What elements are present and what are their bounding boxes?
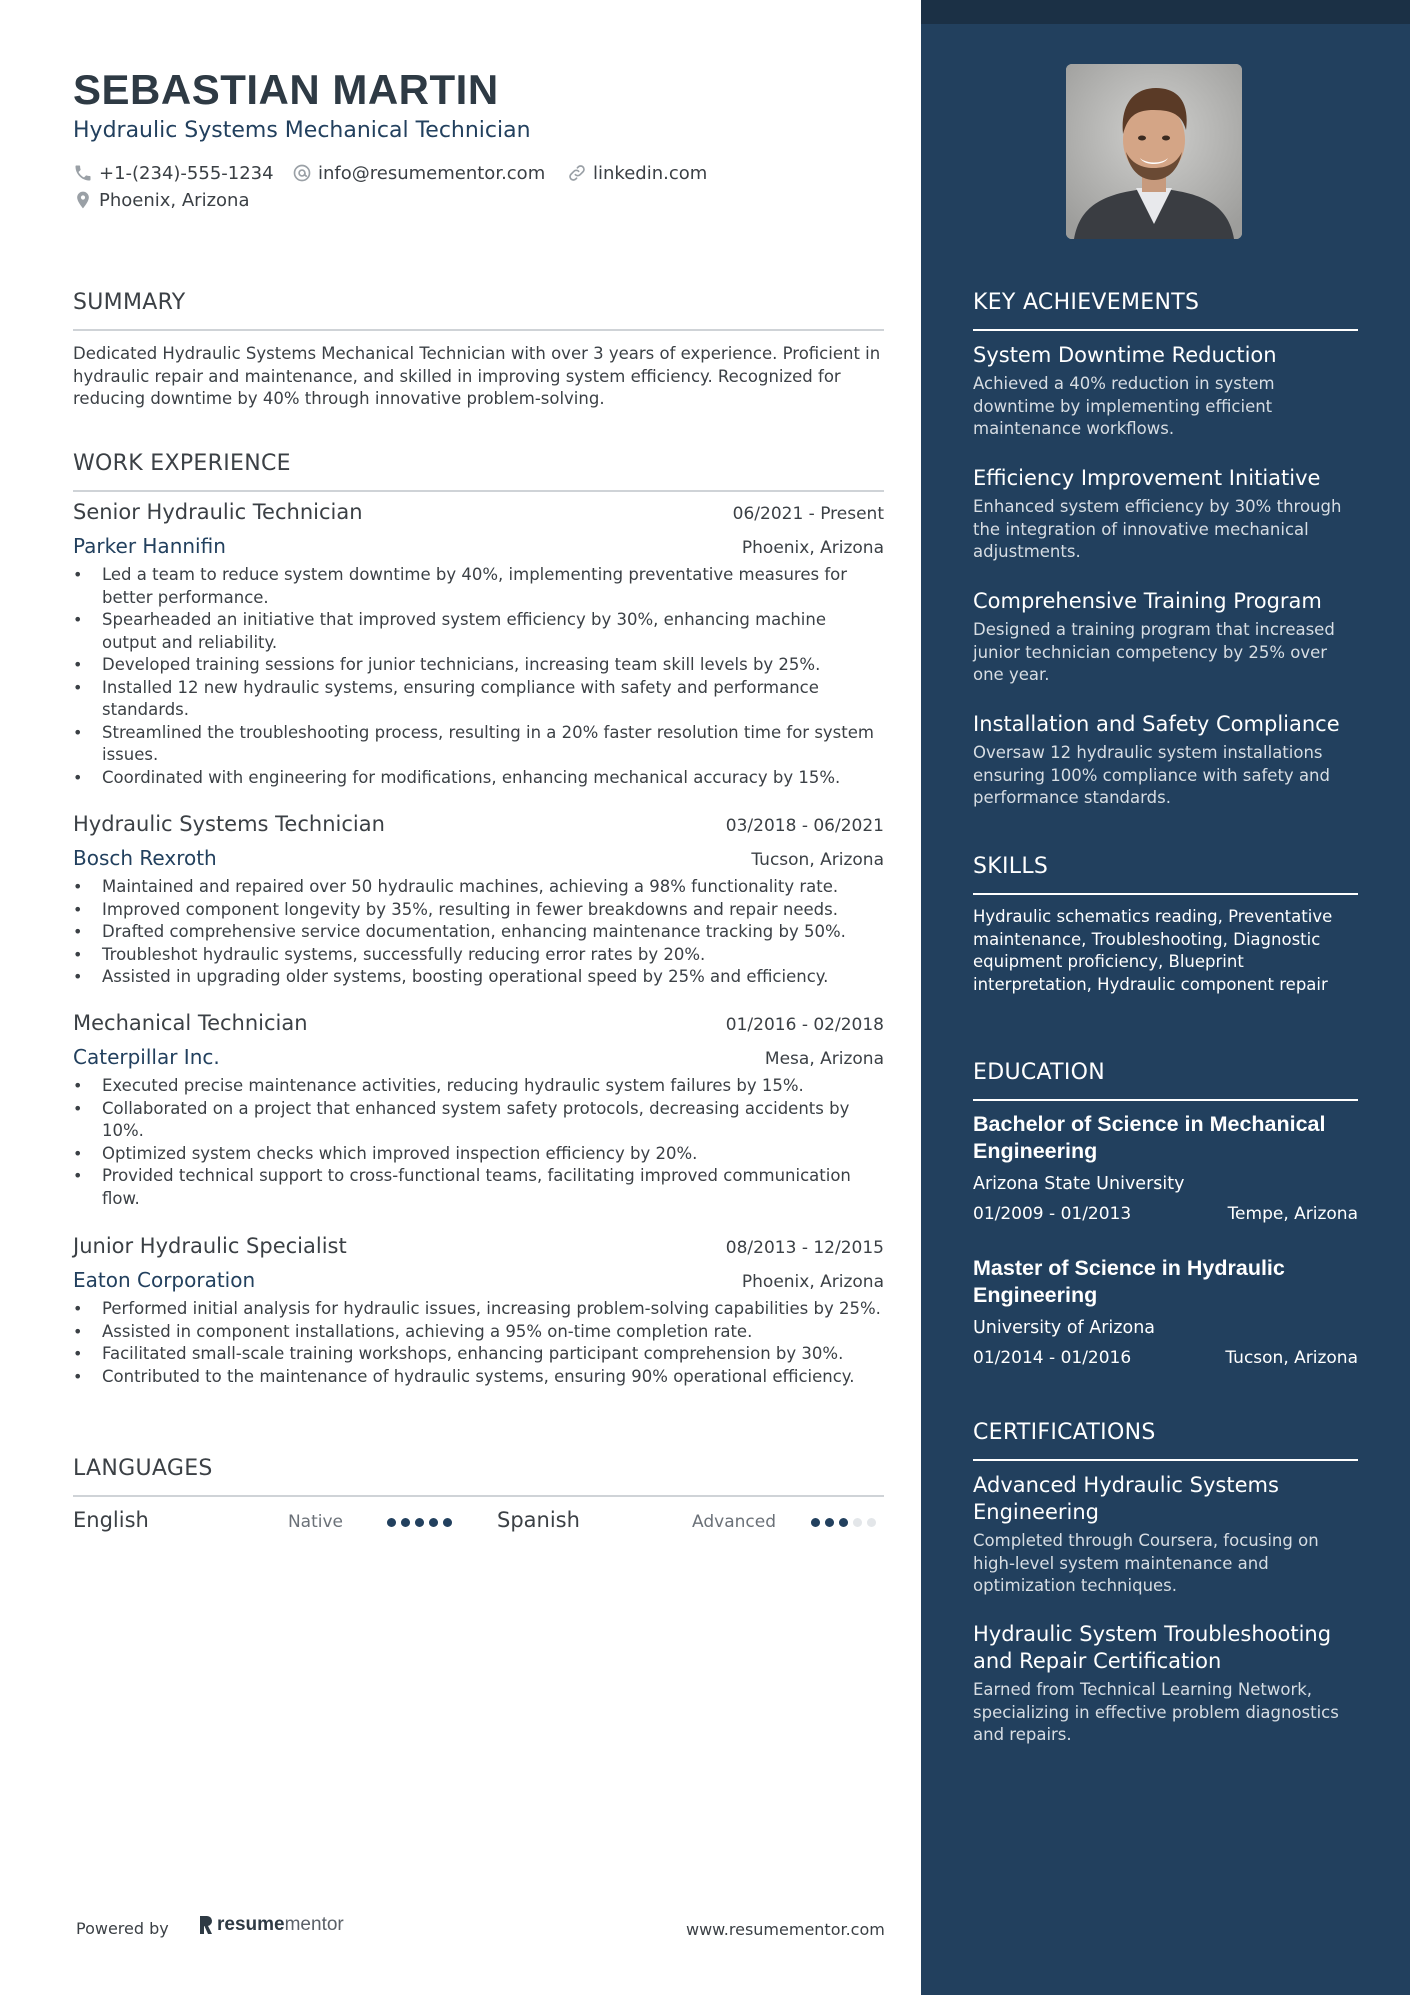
- job-dates: 01/2016 - 02/2018: [725, 1015, 884, 1035]
- job-bullet: • Assisted in upgrading older systems, boosting operational speed by 25% and efficiency.: [73, 966, 884, 989]
- job-bullet: • Contributed to the maintenance of hydraulic systems, ensuring 90% operational efficiency.: [73, 1366, 884, 1389]
- achievement-item: [973, 709, 1358, 810]
- job-bullets: [73, 1298, 884, 1388]
- job-bullet: • Assisted in component installations, achieving a 95% on-time completion rate.: [73, 1321, 884, 1344]
- rating-dot-filled: [387, 1518, 396, 1527]
- job-company: Bosch Rexroth: [73, 846, 217, 870]
- job-bullet: • Maintained and repaired over 50 hydraulic machines, achieving a 98% functionality rate.: [73, 876, 884, 899]
- language-rating: [387, 1518, 457, 1527]
- location-pin-icon: [73, 190, 93, 210]
- sidebar: [921, 0, 1410, 1995]
- job-bullets: [73, 564, 884, 789]
- summary-heading: SUMMARY: [73, 290, 186, 315]
- job-bullet: • Spearheaded an initiative that improved system efficiency by 30%, enhancing machine output and reliability.: [73, 609, 884, 654]
- achievements-divider: [973, 329, 1358, 331]
- job-location: Mesa, Arizona: [764, 1049, 884, 1069]
- achievement-desc: Enhanced system efficiency by 30% through the integration of innovative mechanical adjustments.: [973, 497, 1342, 561]
- certification-desc: Earned from Technical Learning Network, specializing in effective problem diagnostics and repairs.: [973, 1680, 1339, 1744]
- profile-photo: [1066, 64, 1242, 239]
- job-location: Phoenix, Arizona: [741, 1272, 884, 1292]
- education-school: University of Arizona: [973, 1318, 1156, 1338]
- job-bullet: • Facilitated small-scale training workshops, enhancing participant comprehension by 30%.: [73, 1343, 884, 1366]
- education-location: Tempe, Arizona: [1227, 1204, 1358, 1224]
- resumementor-logo-icon: [197, 1915, 213, 1935]
- job-bullet: • Streamlined the troubleshooting process, resulting in a 20% faster resolution time for system issues.: [73, 722, 884, 767]
- contact-email[interactable]: [292, 161, 545, 185]
- at-icon: [292, 163, 312, 183]
- linkedin-text: linkedin.com: [593, 162, 708, 184]
- job-role: Senior Hydraulic Technician: [73, 500, 363, 524]
- language-level: Native: [287, 1512, 343, 1532]
- rating-dot-empty: [867, 1518, 876, 1527]
- language-item: [497, 1508, 887, 1536]
- rating-dot-filled: [839, 1518, 848, 1527]
- job-company: Parker Hannifin: [73, 534, 226, 558]
- job-role: Mechanical Technician: [73, 1011, 308, 1035]
- phone-icon: [73, 163, 93, 183]
- rating-dot-filled: [443, 1518, 452, 1527]
- education-dates: 01/2014 - 01/2016: [973, 1348, 1132, 1368]
- rating-dot-filled: [811, 1518, 820, 1527]
- sidebar-top-bar: [921, 0, 1410, 24]
- language-name: Spanish: [497, 1508, 580, 1532]
- contact-linkedin[interactable]: [567, 161, 707, 185]
- job-bullet: • Collaborated on a project that enhanced system safety protocols, decreasing accidents by 10%.: [73, 1098, 884, 1143]
- education-school: Arizona State University: [973, 1174, 1185, 1194]
- job-bullets: [73, 1075, 884, 1210]
- rating-dot-empty: [853, 1518, 862, 1527]
- language-rating: [811, 1518, 881, 1527]
- experience-heading: WORK EXPERIENCE: [73, 451, 291, 476]
- achievement-item: [973, 340, 1358, 441]
- language-item: [73, 1508, 463, 1536]
- job-entry: [73, 1234, 884, 1388]
- experience-divider: [73, 490, 884, 492]
- job-entry: [73, 812, 884, 989]
- achievement-title: System Downtime Reduction: [973, 343, 1277, 367]
- candidate-name: SEBASTIAN MARTIN: [73, 66, 499, 113]
- education-degree: Bachelor of Science in Mechanical Engineering: [973, 1112, 1326, 1163]
- achievements-heading: KEY ACHIEVEMENTS: [973, 290, 1200, 315]
- certification-desc: Completed through Coursera, focusing on high-level system maintenance and optimization techniques.: [973, 1531, 1319, 1595]
- achievement-title: Installation and Safety Compliance: [973, 712, 1340, 736]
- skills-heading: SKILLS: [973, 854, 1049, 879]
- rating-dot-filled: [429, 1518, 438, 1527]
- skills-text: Hydraulic schematics reading, Preventative maintenance, Troubleshooting, Diagnostic equipment proficiency, Blueprint interpretation, Hydraulic component repair: [973, 907, 1333, 994]
- brand-logo[interactable]: [197, 1914, 344, 1936]
- education-divider: [973, 1099, 1358, 1101]
- job-dates: 06/2021 - Present: [732, 504, 884, 524]
- job-company: Eaton Corporation: [73, 1268, 256, 1292]
- email-text: info@resumementor.com: [318, 162, 546, 184]
- achievement-item: [973, 586, 1358, 687]
- brand-bold: resume: [217, 1914, 285, 1935]
- job-entry: [73, 1011, 884, 1210]
- job-bullet: • Optimized system checks which improved inspection efficiency by 20%.: [73, 1143, 884, 1166]
- job-bullet: • Led a team to reduce system downtime by 40%, implementing preventative measures for better performance.: [73, 564, 884, 609]
- education-heading: EDUCATION: [973, 1060, 1106, 1085]
- certifications-heading: CERTIFICATIONS: [973, 1420, 1156, 1445]
- language-level: Advanced: [692, 1512, 776, 1532]
- rating-dot-filled: [401, 1518, 410, 1527]
- certification-item: [973, 1621, 1358, 1747]
- certification-title: Hydraulic System Troubleshooting and Repair Certification: [973, 1622, 1332, 1673]
- brand-light: mentor: [284, 1914, 344, 1935]
- rating-dot-filled: [415, 1518, 424, 1527]
- education-item: [973, 1255, 1358, 1368]
- job-bullet: • Coordinated with engineering for modifications, enhancing mechanical accuracy by 15%.: [73, 767, 884, 790]
- rating-dot-filled: [825, 1518, 834, 1527]
- job-location: Phoenix, Arizona: [741, 538, 884, 558]
- job-bullet: • Provided technical support to cross-functional teams, facilitating improved communication flow.: [73, 1165, 884, 1210]
- powered-by-label: Powered by: [76, 1919, 169, 1938]
- job-dates: 08/2013 - 12/2015: [725, 1238, 884, 1258]
- job-bullet: • Executed precise maintenance activities, reducing hydraulic system failures by 15%.: [73, 1075, 884, 1098]
- summary-divider: [73, 329, 884, 331]
- contact-location: [73, 188, 249, 212]
- summary-text: Dedicated Hydraulic Systems Mechanical Technician with over 3 years of experience. Proficient in hydraulic repair and maintenance, and skilled in improving system efficiency. Recognized for reducing downtime by 40% through innovative problem-solving.: [73, 344, 881, 408]
- footer-url[interactable]: www.resumementor.com: [686, 1920, 885, 1939]
- languages-heading: LANGUAGES: [73, 1456, 213, 1481]
- job-bullets: [73, 876, 884, 989]
- education-dates: 01/2009 - 01/2013: [973, 1204, 1132, 1224]
- achievement-desc: Designed a training program that increased junior technician competency by 25% over one year.: [973, 620, 1335, 684]
- languages-divider: [73, 1495, 884, 1497]
- phone-text: +1-(234)-555-1234: [99, 162, 274, 184]
- job-role: Hydraulic Systems Technician: [73, 812, 385, 836]
- education-location: Tucson, Arizona: [1225, 1348, 1358, 1368]
- job-bullet: • Improved component longevity by 35%, resulting in fewer breakdowns and repair needs.: [73, 899, 884, 922]
- job-bullet: • Drafted comprehensive service documentation, enhancing maintenance tracking by 50%.: [73, 921, 884, 944]
- certification-title: Advanced Hydraulic Systems Engineering: [973, 1473, 1279, 1524]
- education-degree: Master of Science in Hydraulic Engineering: [973, 1256, 1285, 1307]
- education-item: [973, 1111, 1358, 1224]
- job-dates: 03/2018 - 06/2021: [725, 816, 884, 836]
- link-icon: [567, 163, 587, 183]
- location-text: Phoenix, Arizona: [99, 189, 250, 211]
- job-company: Caterpillar Inc.: [73, 1045, 220, 1069]
- achievement-desc: Achieved a 40% reduction in system downtime by implementing efficient maintenance workflows.: [973, 374, 1275, 438]
- job-entry: [73, 500, 884, 789]
- achievement-title: Efficiency Improvement Initiative: [973, 466, 1321, 490]
- certification-item: [973, 1472, 1358, 1598]
- achievement-desc: Oversaw 12 hydraulic system installations ensuring 100% compliance with safety and performance standards.: [973, 743, 1330, 807]
- achievement-item: [973, 463, 1358, 564]
- skills-divider: [973, 893, 1358, 895]
- avatar-portrait-icon: [1066, 64, 1242, 239]
- job-bullet: • Troubleshot hydraulic systems, successfully reducing error rates by 20%.: [73, 944, 884, 967]
- job-bullet: • Performed initial analysis for hydraulic issues, increasing problem-solving capabilities by 25%.: [73, 1298, 884, 1321]
- job-role: Junior Hydraulic Specialist: [73, 1234, 347, 1258]
- job-bullet: • Installed 12 new hydraulic systems, ensuring compliance with safety and performance standards.: [73, 677, 884, 722]
- job-bullet: • Developed training sessions for junior technicians, increasing team skill levels by 25%.: [73, 654, 884, 677]
- achievement-title: Comprehensive Training Program: [973, 589, 1322, 613]
- candidate-title: Hydraulic Systems Mechanical Technician: [73, 118, 531, 143]
- job-location: Tucson, Arizona: [751, 850, 884, 870]
- contact-phone: [73, 161, 274, 185]
- certifications-divider: [973, 1459, 1358, 1461]
- language-name: English: [73, 1508, 149, 1532]
